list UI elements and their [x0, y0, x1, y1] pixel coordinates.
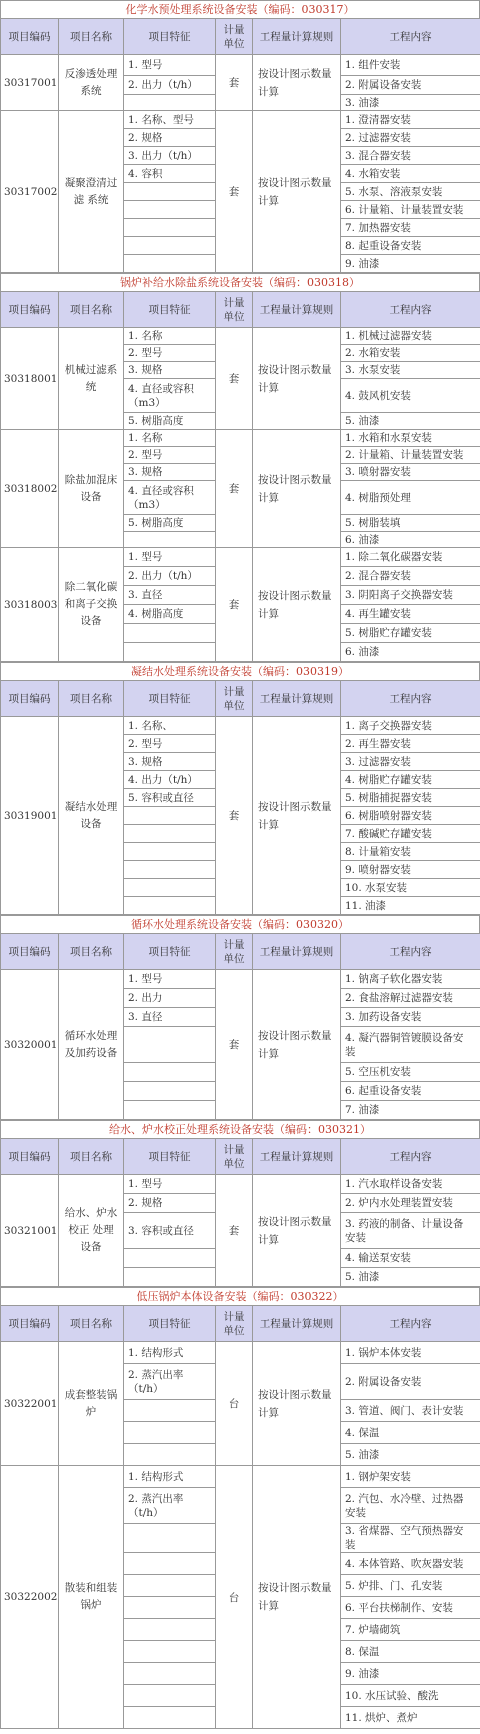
work-cell: 8. 起重设备安装 — [341, 237, 480, 255]
section-title: 化学水预处理系统设备安装（编码：030317） — [0, 0, 480, 18]
item-name: 循环水处理 及加药设备 — [59, 970, 124, 1120]
work-cell: 1. 钢炉架安装 — [341, 1466, 480, 1488]
header-rule: 工程量计算规则 — [253, 1306, 341, 1342]
work-cell: 4. 鼓风机安装 — [341, 379, 480, 413]
feature-cell: 1. 名称 — [124, 328, 216, 345]
header-features: 项目特征 — [124, 1139, 216, 1175]
header-code: 项目编码 — [1, 934, 59, 970]
item-name: 除盐加混床 设备 — [59, 430, 124, 548]
feature-cell: 4. 容积 — [124, 165, 216, 183]
work-cell: 1. 锅炉本体安装 — [341, 1342, 480, 1364]
work-cell: 5. 油漆 — [341, 1444, 480, 1466]
feature-cell — [124, 1685, 216, 1707]
item-unit: 台 — [216, 1466, 253, 1729]
table-row — [1, 970, 480, 989]
item-name: 给水、炉水 校正 处理 设备 — [59, 1175, 124, 1287]
work-cell: 3. 加药设备安装 — [341, 1008, 480, 1027]
header-unit: 计量 单位 — [216, 292, 253, 328]
work-cell: 2. 炉内水处理装置安装 — [341, 1194, 480, 1213]
work-cell: 9. 油漆 — [341, 1663, 480, 1685]
feature-cell — [124, 1082, 216, 1101]
work-cell: 5. 水泵、溶液泵安装 — [341, 183, 480, 201]
table-row — [1, 430, 480, 447]
item-rule: 按设计图示数量 计算 — [253, 430, 341, 548]
feature-cell: 2. 型号 — [124, 735, 216, 753]
item-code: 30318001 — [1, 328, 59, 430]
header-unit: 计量 单位 — [216, 1306, 253, 1342]
item-rule: 按设计图示数量 计算 — [253, 328, 341, 430]
work-cell: 7. 油漆 — [341, 1101, 480, 1120]
header-work: 工程内容 — [341, 292, 480, 328]
work-cell: 4. 树脂贮存罐安装 — [341, 771, 480, 789]
table-row — [1, 55, 480, 76]
work-cell: 4. 保温 — [341, 1422, 480, 1444]
item-rule: 按设计图示数量 计算 — [253, 111, 341, 273]
header-name: 项目名称 — [59, 1139, 124, 1175]
item-rule: 按设计图示数量 计算 — [253, 1342, 341, 1466]
work-cell: 1. 机械过滤器安装 — [341, 328, 480, 345]
feature-cell: 2. 出力（t/h） — [124, 76, 216, 95]
header-code: 项目编码 — [1, 292, 59, 328]
header-work: 工程内容 — [341, 681, 480, 717]
feature-cell: 2. 蒸汽出率 （t/h） — [124, 1488, 216, 1524]
feature-cell: 2. 蒸汽出率 （t/h） — [124, 1364, 216, 1400]
header-features: 项目特征 — [124, 1306, 216, 1342]
header-unit: 计量 单位 — [216, 19, 253, 55]
work-cell: 2. 水箱安装 — [341, 345, 480, 362]
feature-cell — [124, 532, 216, 548]
item-rule: 按设计图示数量 计算 — [253, 1466, 341, 1729]
section-title: 凝结水处理系统设备安装（编码：030319） — [0, 662, 480, 680]
section-title: 锅炉补给水除盐系统设备安装（编码：030318） — [0, 273, 480, 291]
work-cell: 5. 炉排、门、孔安装 — [341, 1575, 480, 1597]
work-cell: 4. 水箱安装 — [341, 165, 480, 183]
feature-cell — [124, 1575, 216, 1597]
item-unit: 套 — [216, 970, 253, 1120]
feature-cell — [124, 1444, 216, 1466]
header-rule: 工程量计算规则 — [253, 1139, 341, 1175]
work-cell: 10. 水泵安装 — [341, 879, 480, 897]
feature-cell — [124, 807, 216, 825]
item-unit: 套 — [216, 430, 253, 548]
header-work: 工程内容 — [341, 1306, 480, 1342]
table-row — [1, 1342, 480, 1364]
item-rule: 按设计图示数量 计算 — [253, 55, 341, 111]
feature-cell — [124, 1249, 216, 1268]
item-rule: 按设计图示数量 计算 — [253, 548, 341, 662]
work-cell: 1. 组件安装 — [341, 55, 480, 76]
work-cell: 4. 再生罐安装 — [341, 605, 480, 624]
work-cell: 1. 离子交换器安装 — [341, 717, 480, 735]
work-cell: 7. 酸碱贮存罐安装 — [341, 825, 480, 843]
feature-cell: 3. 规格 — [124, 753, 216, 771]
work-cell: 2. 附属设备安装 — [341, 1364, 480, 1400]
work-cell: 7. 加热器安装 — [341, 219, 480, 237]
work-cell: 3. 省煤器、空气预热器安 装 — [341, 1524, 480, 1553]
feature-cell: 1. 名称 — [124, 430, 216, 447]
feature-cell — [124, 1707, 216, 1729]
feature-cell: 2. 型号 — [124, 447, 216, 464]
header-row — [1, 681, 480, 717]
item-code: 30317002 — [1, 111, 59, 273]
spec-table — [0, 18, 480, 273]
item-unit: 套 — [216, 1175, 253, 1287]
feature-cell — [124, 1400, 216, 1422]
feature-cell: 3. 规格 — [124, 464, 216, 481]
header-work: 工程内容 — [341, 1139, 480, 1175]
header-row — [1, 19, 480, 55]
work-cell: 8. 保温 — [341, 1641, 480, 1663]
work-cell: 6. 树脂喷射器安装 — [341, 807, 480, 825]
work-cell: 3. 水泵安装 — [341, 362, 480, 379]
work-cell: 2. 过滤器安装 — [341, 129, 480, 147]
feature-cell: 3. 直径 — [124, 586, 216, 605]
item-rule: 按设计图示数量 计算 — [253, 970, 341, 1120]
header-features: 项目特征 — [124, 934, 216, 970]
feature-cell: 5. 树脂高度 — [124, 515, 216, 532]
feature-cell: 4. 出力（t/h） — [124, 771, 216, 789]
work-cell: 6. 油漆 — [341, 532, 480, 548]
feature-cell — [124, 879, 216, 897]
work-cell: 1. 汽水取样设备安装 — [341, 1175, 480, 1194]
work-cell: 3. 阴阳离子交换器安装 — [341, 586, 480, 605]
item-name: 凝聚澄清过 滤 系统 — [59, 111, 124, 273]
work-cell: 10. 水压试验、酸洗 — [341, 1685, 480, 1707]
spec-table — [0, 1138, 480, 1287]
work-cell: 4. 树脂预处理 — [341, 481, 480, 515]
feature-cell — [124, 1619, 216, 1641]
work-cell: 6. 油漆 — [341, 643, 480, 662]
header-rule: 工程量计算规则 — [253, 292, 341, 328]
spec-table — [0, 1305, 480, 1729]
work-cell: 2. 汽包、水冷壁、过热器 安装 — [341, 1488, 480, 1524]
work-cell: 7. 炉墙砌筑 — [341, 1619, 480, 1641]
table-row — [1, 717, 480, 735]
item-unit: 台 — [216, 1342, 253, 1466]
header-code: 项目编码 — [1, 19, 59, 55]
feature-cell: 1. 型号 — [124, 970, 216, 989]
feature-cell: 3. 容积或直径 — [124, 1213, 216, 1249]
work-cell: 4. 输送泵安装 — [341, 1249, 480, 1268]
item-name: 凝结水处理 设备 — [59, 717, 124, 915]
work-cell: 3. 油漆 — [341, 95, 480, 111]
feature-cell — [124, 624, 216, 643]
header-row — [1, 1139, 480, 1175]
table-row — [1, 1175, 480, 1194]
work-cell: 5. 树脂捕捉器安装 — [341, 789, 480, 807]
header-code: 项目编码 — [1, 1139, 59, 1175]
item-unit: 套 — [216, 717, 253, 915]
work-cell: 8. 计量箱安装 — [341, 843, 480, 861]
item-code: 30322001 — [1, 1342, 59, 1466]
item-name: 除二氧化碳 和离子交换 设备 — [59, 548, 124, 662]
work-cell: 3. 过滤器安装 — [341, 753, 480, 771]
work-cell: 1. 澄清器安装 — [341, 111, 480, 129]
feature-cell — [124, 183, 216, 201]
feature-cell: 2. 规格 — [124, 1194, 216, 1213]
work-cell: 11. 烘炉、煮炉 — [341, 1707, 480, 1729]
feature-cell — [124, 219, 216, 237]
work-cell: 9. 喷射器安装 — [341, 861, 480, 879]
item-code: 30320001 — [1, 970, 59, 1120]
work-cell: 5. 油漆 — [341, 1268, 480, 1287]
section-title: 循环水处理系统设备安装（编码：030320） — [0, 915, 480, 933]
header-work: 工程内容 — [341, 19, 480, 55]
feature-cell: 2. 规格 — [124, 129, 216, 147]
feature-cell: 2. 出力 — [124, 989, 216, 1008]
feature-cell — [124, 1268, 216, 1287]
work-cell: 3. 药液的制备、计量设备 安装 — [341, 1213, 480, 1249]
feature-cell: 3. 规格 — [124, 362, 216, 379]
item-rule: 按设计图示数量 计算 — [253, 717, 341, 915]
header-name: 项目名称 — [59, 292, 124, 328]
work-cell: 9. 油漆 — [341, 255, 480, 273]
item-code: 30321001 — [1, 1175, 59, 1287]
feature-cell — [124, 1597, 216, 1619]
item-name: 散装和组装 锅炉 — [59, 1466, 124, 1729]
work-cell: 4. 本体管路、吹灰器安装 — [341, 1553, 480, 1575]
feature-cell — [124, 1663, 216, 1685]
header-unit: 计量 单位 — [216, 934, 253, 970]
work-cell: 6. 起重设备安装 — [341, 1082, 480, 1101]
work-cell: 5. 树脂贮存罐安装 — [341, 624, 480, 643]
header-features: 项目特征 — [124, 292, 216, 328]
item-rule: 按设计图示数量 计算 — [253, 1175, 341, 1287]
header-rule: 工程量计算规则 — [253, 19, 341, 55]
table-row — [1, 548, 480, 567]
item-unit: 套 — [216, 111, 253, 273]
work-cell: 6. 平台扶梯制作、安装 — [341, 1597, 480, 1619]
feature-cell: 5. 树脂高度 — [124, 413, 216, 430]
feature-cell: 1. 型号 — [124, 55, 216, 76]
feature-cell — [124, 843, 216, 861]
item-unit: 套 — [216, 548, 253, 662]
header-name: 项目名称 — [59, 1306, 124, 1342]
feature-cell — [124, 897, 216, 915]
feature-cell — [124, 1524, 216, 1553]
header-rule: 工程量计算规则 — [253, 681, 341, 717]
feature-cell — [124, 861, 216, 879]
item-code: 30317001 — [1, 55, 59, 111]
feature-cell — [124, 1422, 216, 1444]
work-cell: 11. 油漆 — [341, 897, 480, 915]
header-unit: 计量 单位 — [216, 681, 253, 717]
item-unit: 套 — [216, 55, 253, 111]
header-name: 项目名称 — [59, 19, 124, 55]
header-row — [1, 292, 480, 328]
header-features: 项目特征 — [124, 681, 216, 717]
work-cell: 1. 除二氧化碳器安装 — [341, 548, 480, 567]
header-rule: 工程量计算规则 — [253, 934, 341, 970]
spec-table — [0, 291, 480, 662]
header-code: 项目编码 — [1, 681, 59, 717]
table-row — [1, 111, 480, 129]
feature-cell: 2. 出力（t/h） — [124, 567, 216, 586]
work-cell: 3. 混合器安装 — [341, 147, 480, 165]
item-name: 成套整装锅 炉 — [59, 1342, 124, 1466]
work-cell: 5. 油漆 — [341, 413, 480, 430]
item-code: 30318002 — [1, 430, 59, 548]
feature-cell: 1. 型号 — [124, 548, 216, 567]
feature-cell — [124, 643, 216, 662]
work-cell: 2. 食盐溶解过滤器安装 — [341, 989, 480, 1008]
feature-cell — [124, 1063, 216, 1082]
work-cell: 5. 树脂装填 — [341, 515, 480, 532]
work-cell: 2. 计量箱、计量装置安装 — [341, 447, 480, 464]
feature-cell: 3. 出力（t/h） — [124, 147, 216, 165]
item-name: 机械过滤系 统 — [59, 328, 124, 430]
feature-cell — [124, 255, 216, 273]
item-code: 30322002 — [1, 1466, 59, 1729]
header-code: 项目编码 — [1, 1306, 59, 1342]
feature-cell: 4. 树脂高度 — [124, 605, 216, 624]
work-cell: 1. 钠离子软化器安装 — [341, 970, 480, 989]
item-code: 30319001 — [1, 717, 59, 915]
feature-cell — [124, 237, 216, 255]
feature-cell: 1. 结构形式 — [124, 1342, 216, 1364]
header-features: 项目特征 — [124, 19, 216, 55]
work-cell: 2. 再生器安装 — [341, 735, 480, 753]
feature-cell: 1. 名称、 — [124, 717, 216, 735]
feature-cell — [124, 1027, 216, 1063]
work-cell: 2. 附属设备安装 — [341, 76, 480, 95]
feature-cell: 4. 直径或容积 （m3） — [124, 481, 216, 515]
table-row — [1, 328, 480, 345]
item-unit: 套 — [216, 328, 253, 430]
feature-cell: 4. 直径或容积 （m3） — [124, 379, 216, 413]
spec-table — [0, 680, 480, 915]
feature-cell — [124, 1101, 216, 1120]
feature-cell — [124, 201, 216, 219]
feature-cell: 1. 名称、型号 — [124, 111, 216, 129]
feature-cell: 3. 直径 — [124, 1008, 216, 1027]
header-name: 项目名称 — [59, 934, 124, 970]
work-cell: 3. 管道、阀门、表计安装 — [341, 1400, 480, 1422]
feature-cell: 1. 结构形式 — [124, 1466, 216, 1488]
header-work: 工程内容 — [341, 934, 480, 970]
table-row — [1, 1466, 480, 1488]
feature-cell — [124, 1553, 216, 1575]
feature-cell: 1. 型号 — [124, 1175, 216, 1194]
spec-table — [0, 933, 480, 1120]
feature-cell — [124, 1641, 216, 1663]
section-title: 低压锅炉本体设备安装（编码：030322） — [0, 1287, 480, 1305]
header-row — [1, 1306, 480, 1342]
work-cell: 3. 喷射器安装 — [341, 464, 480, 481]
feature-cell: 2. 型号 — [124, 345, 216, 362]
work-cell: 1. 水箱和水泵安装 — [341, 430, 480, 447]
feature-cell — [124, 95, 216, 111]
item-code: 30318003 — [1, 548, 59, 662]
section-title: 给水、炉水校正处理系统设备安装（编码：030321） — [0, 1120, 480, 1138]
item-name: 反渗透处理 系统 — [59, 55, 124, 111]
feature-cell: 5. 容积或直径 — [124, 789, 216, 807]
feature-cell — [124, 825, 216, 843]
work-cell: 2. 混合器安装 — [341, 567, 480, 586]
header-row — [1, 934, 480, 970]
work-cell: 4. 凝汽器铜管镀膜设备安 装 — [341, 1027, 480, 1063]
work-cell: 6. 计量箱、计量装置安装 — [341, 201, 480, 219]
header-name: 项目名称 — [59, 681, 124, 717]
work-cell: 5. 空压机安装 — [341, 1063, 480, 1082]
header-unit: 计量 单位 — [216, 1139, 253, 1175]
